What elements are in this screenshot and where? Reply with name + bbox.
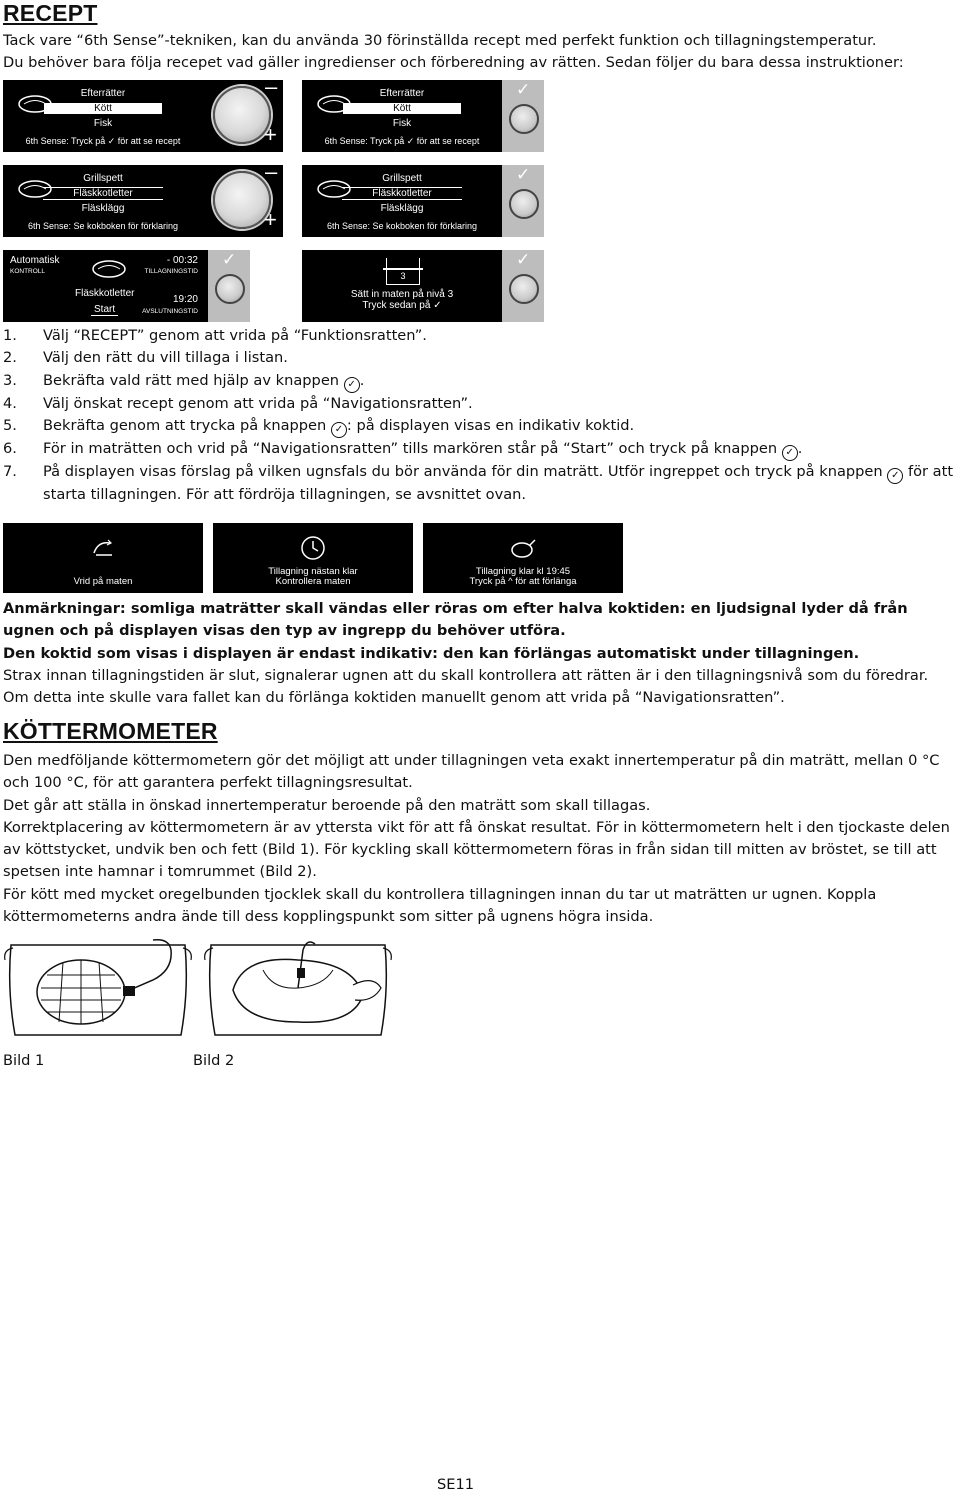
confirm-button[interactable] [509,189,539,219]
kottermometer-text [3,750,958,928]
cooking-time-label: TILLAGNINGSTID [144,268,198,275]
turn-food-icon [88,533,118,563]
level-number: 3 [400,271,406,281]
chicken-icon [508,533,538,563]
status-caption: Tillagning nästan klar Kontrollera maten [268,566,358,587]
step-item: 3. Bekräfta vald rätt med hjälp av knappen ✓ . [3,370,958,393]
check-icon: ✓ [406,136,415,146]
menu-item-flasklagg: Fläsklägg [81,203,125,214]
display-automatic [3,250,208,322]
menu-item-flasklagg: Fläsklägg [380,203,424,214]
step-item: 4. Välj önskat recept genom att vrida på “Navigationsratten”. [3,394,473,412]
navigation-knob-area [203,159,283,237]
menu-item-kott: Kött [302,103,502,114]
check-circle-icon: ✓ [344,377,360,393]
display-recipes-right [302,165,502,237]
minus-icon: – [265,74,278,99]
check-icon: ✓ [516,250,531,270]
display-recipes-left [3,165,203,237]
step-item: 2. Välj den rätt du vill tillaga i listan. [3,349,288,367]
display-hint: 6th Sense: Se kokboken för förklaring [27,221,179,231]
confirm-area [502,165,544,237]
kottermometer-heading: KÖTTERMOMETER [3,718,218,744]
level-instruction: Sätt in maten på nivå 3 [350,289,454,300]
menu-item-fisk: Fisk [392,118,412,129]
display-hint: 6th Sense: Tryck på ✓ för att se recept [324,136,480,146]
function-knob-area [203,74,283,152]
end-time-label: AVSLUTNINGSTID [142,308,198,315]
notes [3,598,958,709]
check-icon: ✓ [516,80,531,100]
clock-food-icon [298,533,328,563]
kottermometer-p2: Det går att ställa in önskad innertemperatur beroende på den maträtt som skall tillagas. [3,796,651,814]
check-circle-icon: ✓ [331,422,347,438]
check-circle-icon: ✓ [887,468,903,484]
bild2-illustration [203,930,393,1045]
check-icon: ✓ [222,250,237,270]
display-ready [423,523,623,593]
mode-label: Automatisk [10,255,60,266]
confirm-area [208,250,250,322]
display-level [302,250,502,322]
bild1-caption: Bild 1 [3,1052,45,1069]
plus-icon: + [264,207,277,232]
level-confirm-hint: Tryck sedan på ✓ [362,300,442,311]
recept-heading: RECEPT [3,0,98,26]
recept-intro [3,30,958,75]
kottermometer-p1: Den medföljande köttermometern gör det möjligt att under tillagningen veta exakt innertemperatur på din maträtt, mellan 0 °C och 100 °C, för att garantera perfekt tillagningsresultat. [3,752,940,792]
confirm-button[interactable] [509,274,539,304]
menu-item-flaskkotletter: Fläskkotletter [302,188,502,199]
menu-item-efterratter: Efterrätter [80,88,126,99]
minus-icon: – [265,159,278,184]
intro-line-2: Du behöver bara följa recepet vad gäller ingredienser och förberedning av rätten. Sedan följer du bara dessa instruktioner: [3,54,904,72]
note-2: Om detta inte skulle vara fallet kan du förlänga koktiden manuellt genom att vrida på “Navigationsratten”. [3,689,785,707]
meat-icon [91,258,127,280]
status-caption: Tillagning klar kl 19:45 Tryck på ^ för att förlänga [469,566,577,587]
cooking-time: - 00:32 [166,255,198,266]
display-categories-left [3,80,203,152]
menu-item-efterratter: Efterrätter [379,88,425,99]
step-item: 6. För in maträtten och vrid på “Navigationsratten” tills markören står på “Start” och tryck på knappen ✓ . [3,438,958,461]
kottermometer-p4: För kött med mycket oregelbunden tjocklek skall du kontrollera tillagningen innan du tar ut maträtten ur ugnen. Koppla köttermometerns andra ände till dess kopplingspunkt som sitter på ugnens högra insida. [3,885,877,926]
status-caption: Vrid på maten [73,576,133,587]
dish-name: Fläskkotletter [75,288,135,299]
menu-item-fisk: Fisk [93,118,113,129]
display-turn-food [3,523,203,593]
page-number: SE11 [437,1476,475,1493]
confirm-area [502,250,544,322]
display-almost-ready [213,523,413,593]
navigation-knob[interactable] [213,171,271,229]
end-time: 19:20 [172,294,198,305]
oven-level-icon [386,258,420,285]
note-bold-2: Den koktid som visas i displayen är endast indikativ: den kan förlängas automatiskt under tillagningen. [3,644,860,662]
menu-item-grillspett: Grillspett [83,173,123,184]
kottermometer-p3: Korrektplacering av köttermometern är av yttersta vikt för att få önskat resultat. För in köttermometern helt i den tjockaste delen av köttstycket, undvik ben och fett (Bild 1). För kyckling skall köttermometern föras in från sidan till mitten av bröstet, se till att spetsen inte hamnar i tomrummet (Bild 2). [3,818,950,881]
intro-line-1: Tack vare “6th Sense”-tekniken, kan du använda 30 förinställda recept med perfekt funktion och tillagningstemperatur. [3,32,877,49]
check-circle-icon: ✓ [782,445,798,461]
check-icon: ✓ [516,165,531,185]
display-categories-right [302,80,502,152]
step-item: 1. Välj “RECEPT” genom att vrida på “Funktionsratten”. [3,327,427,344]
plus-icon: + [264,122,277,147]
display-hint: 6th Sense: Tryck på ✓ för att se recept [25,136,181,146]
menu-item-flaskkotletter: Fläskkotletter [3,188,203,199]
confirm-button[interactable] [215,274,245,304]
check-icon: ✓ [107,136,116,146]
confirm-area [502,80,544,152]
step-item: 7. På displayen visas förslag på vilken ugnsfals du bör använda för din maträtt. Utför ingreppet och tryck på knappen ✓ för att starta tillagningen. För att fördröja tillagningen, se avsnittet ovan. [3,462,954,503]
mode-sub-label: KONTROLL [10,268,46,275]
confirm-button[interactable] [509,104,539,134]
display-hint: 6th Sense: Se kokboken för förklaring [326,221,478,231]
function-knob[interactable] [213,86,271,144]
bild1-illustration [3,930,193,1045]
menu-item-grillspett: Grillspett [382,173,422,184]
step-item: 5. Bekräfta genom att trycka på knappen ✓ : på displayen visas en indikativ koktid. [3,415,958,438]
check-icon: ✓ [433,300,442,311]
note-1: Strax innan tillagningstiden är slut, signalerar ugnen att du skall kontrollera att rätten är i den tillagningsnivå som du föredrar. [3,666,929,684]
bild2-caption: Bild 2 [193,1052,235,1069]
start-option[interactable]: Start [91,304,118,316]
menu-item-kott: Kött [3,103,203,114]
steps-list [3,325,958,506]
note-bold-1: Anmärkningar: somliga maträtter skall vändas eller röras om efter halva koktiden: en ljudsignal lyder då från ugnen och på displayen visas den typ av ingrepp du behöver utföra. [3,600,908,640]
